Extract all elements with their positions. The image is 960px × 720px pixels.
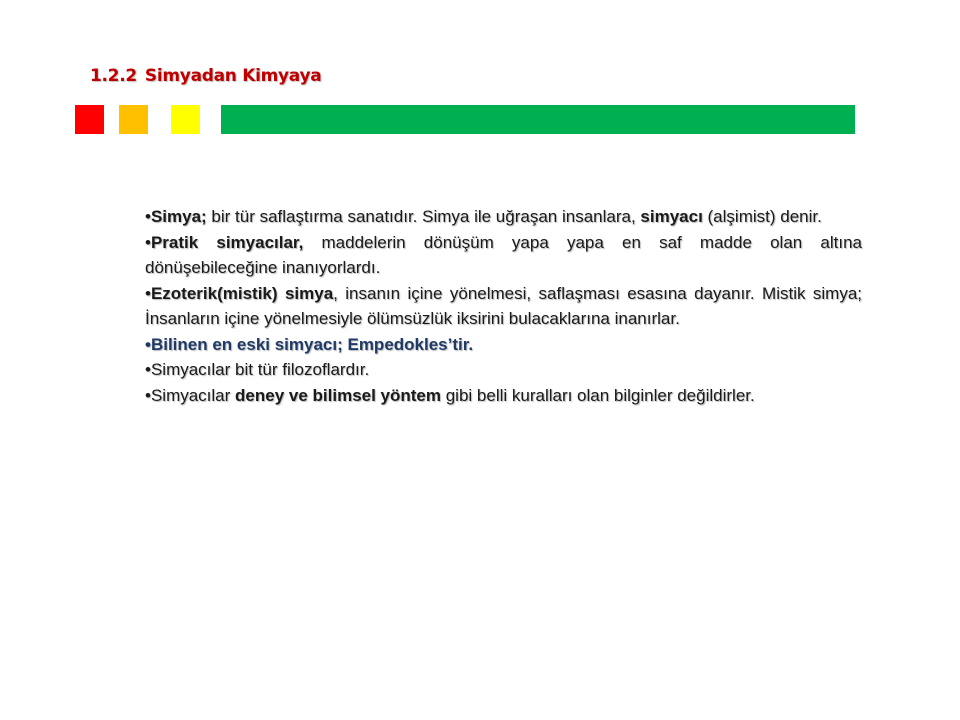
bullet-filozof: •Simyacılar bit tür filozoflardır. xyxy=(145,360,370,379)
bullet-simya: •Simya; bir tür saflaştırma sanatıdır. Simya ile uğraşan insanlara, simyacı (alşimist) denir. xyxy=(145,207,822,226)
green-bar xyxy=(221,105,855,134)
slide-title xyxy=(90,66,321,86)
term-simya: Simya; xyxy=(150,207,207,226)
bullet-ezoterik: •Ezoterik(mistik) simya, insanın içine yönelmesi, saflaşması esasına dayanır. Mistik simya; İnsanların içine yönelmesiyle ölümsüzlük iksirini bulacaklarına inanırlar. xyxy=(145,283,862,328)
bullet-list xyxy=(145,204,862,408)
term-deney: deney ve bilimsel yöntem xyxy=(235,385,441,405)
bullet-pratik: •Pratik simyacılar, maddelerin dönüşüm yapa yapa en saf madde olan altına dönüşebileceğine inanıyorlardı. xyxy=(145,232,862,277)
term-ezoterik: Ezoterik(mistik) simya xyxy=(150,283,334,303)
bullet-empedokles: •Bilinen en eski simyacı; Empedokles’tir. xyxy=(145,334,474,354)
section-number: 1.2.2 xyxy=(90,66,137,86)
red-square xyxy=(75,105,104,134)
section-title: Simyadan Kimyaya xyxy=(144,66,322,86)
term-pratik: Pratik simyacılar, xyxy=(150,232,304,252)
bullet-deney: •Simyacılar deney ve bilimsel yöntem gibi belli kuralları olan bilginler değildirler. xyxy=(145,385,755,405)
orange-square xyxy=(119,105,148,134)
term-simyaci: simyacı xyxy=(640,207,703,226)
yellow-square xyxy=(171,105,200,134)
